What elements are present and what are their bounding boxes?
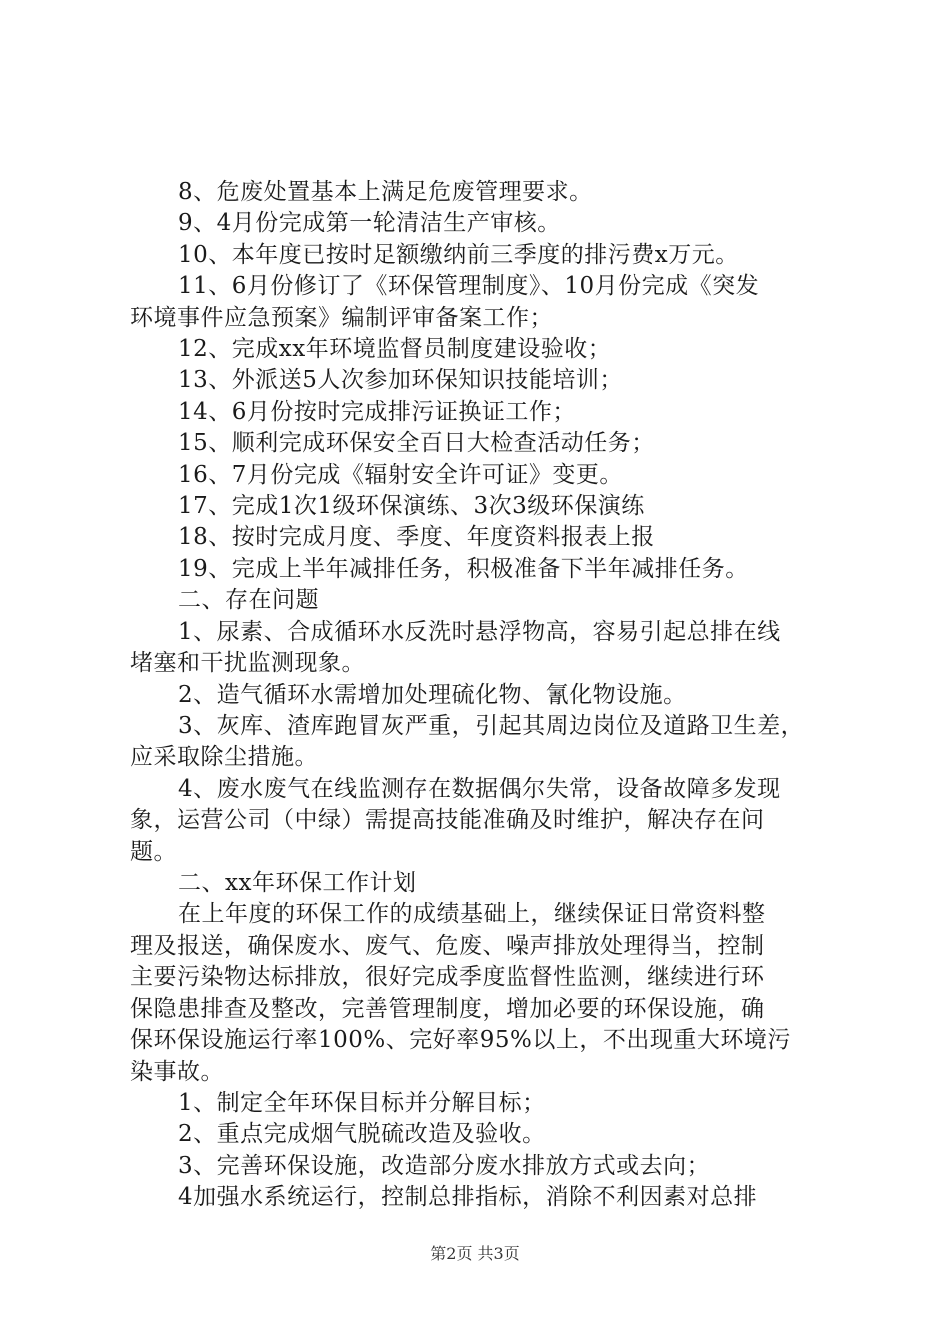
text-line: 1、尿素、合成循环水反洗时悬浮物高，容易引起总排在线 xyxy=(178,619,781,645)
text-line: 在上年度的环保工作的成绩基础上，继续保证日常资料整 xyxy=(178,901,766,927)
text-line: 4、废水废气在线监测存在数据偶尔失常，设备故障多发现 xyxy=(178,776,781,802)
text-line: 10、本年度已按时足额缴纳前三季度的排污费x万元。 xyxy=(178,242,739,268)
text-line: 保环保设施运行率100%、完好率95%以上，不出现重大环境污 xyxy=(130,1027,791,1053)
text-line: 理及报送，确保废水、废气、危废、噪声排放处理得当，控制 xyxy=(130,933,765,959)
text-line: 堵塞和干扰监测现象。 xyxy=(130,650,365,676)
text-line: 9、4月份完成第一轮清洁生产审核。 xyxy=(178,210,561,236)
text-line: 2、造气循环水需增加处理硫化物、氰化物设施。 xyxy=(178,682,687,708)
text-line: 1、制定全年环保目标并分解目标； xyxy=(178,1090,546,1116)
text-line: 应采取除尘措施。 xyxy=(130,744,318,770)
section-heading: 二、存在问题 xyxy=(178,587,319,613)
text-line: 15、顺利完成环保安全百日大检查活动任务； xyxy=(178,430,655,456)
section-heading: 二、xx年环保工作计划 xyxy=(178,870,417,896)
text-line: 16、7月份完成《辐射安全许可证》变更。 xyxy=(178,462,623,488)
text-line: 4加强水系统运行，控制总排指标，消除不利因素对总排 xyxy=(178,1184,758,1210)
text-line: 11、6月份修订了《环保管理制度》、10月份完成《突发 xyxy=(178,273,760,299)
page-number: 第2页 共3页 xyxy=(430,1244,520,1263)
text-line: 17、完成1次1级环保演练、3次3级环保演练 xyxy=(178,493,645,519)
text-line: 2、重点完成烟气脱硫改造及验收。 xyxy=(178,1121,546,1147)
text-line: 19、完成上半年减排任务，积极准备下半年减排任务。 xyxy=(178,556,749,582)
text-line: 保隐患排查及整改，完善管理制度，增加必要的环保设施，确 xyxy=(130,996,765,1022)
text-line: 环境事件应急预案》编制评审备案工作； xyxy=(130,305,553,331)
text-line: 象，运营公司（中绿）需提高技能准确及时维护，解决存在问 xyxy=(130,807,765,833)
text-line: 染事故。 xyxy=(130,1059,224,1085)
text-line: 12、完成xx年环境监督员制度建设验收； xyxy=(178,336,612,362)
text-line: 14、6月份按时完成排污证换证工作； xyxy=(178,399,576,425)
text-line: 18、按时完成月度、季度、年度资料报表上报 xyxy=(178,524,655,550)
text-line: 题。 xyxy=(130,839,177,865)
text-line: 8、危废处置基本上满足危废管理要求。 xyxy=(178,179,593,205)
text-line: 3、完善环保设施，改造部分废水排放方式或去向； xyxy=(178,1153,711,1179)
text-line: 3、灰库、渣库跑冒灰严重，引起其周边岗位及道路卫生差， xyxy=(178,713,805,739)
text-line: 主要污染物达标排放，很好完成季度监督性监测，继续进行环 xyxy=(130,964,765,990)
text-line: 13、外派送5人次参加环保知识技能培训； xyxy=(178,367,623,393)
